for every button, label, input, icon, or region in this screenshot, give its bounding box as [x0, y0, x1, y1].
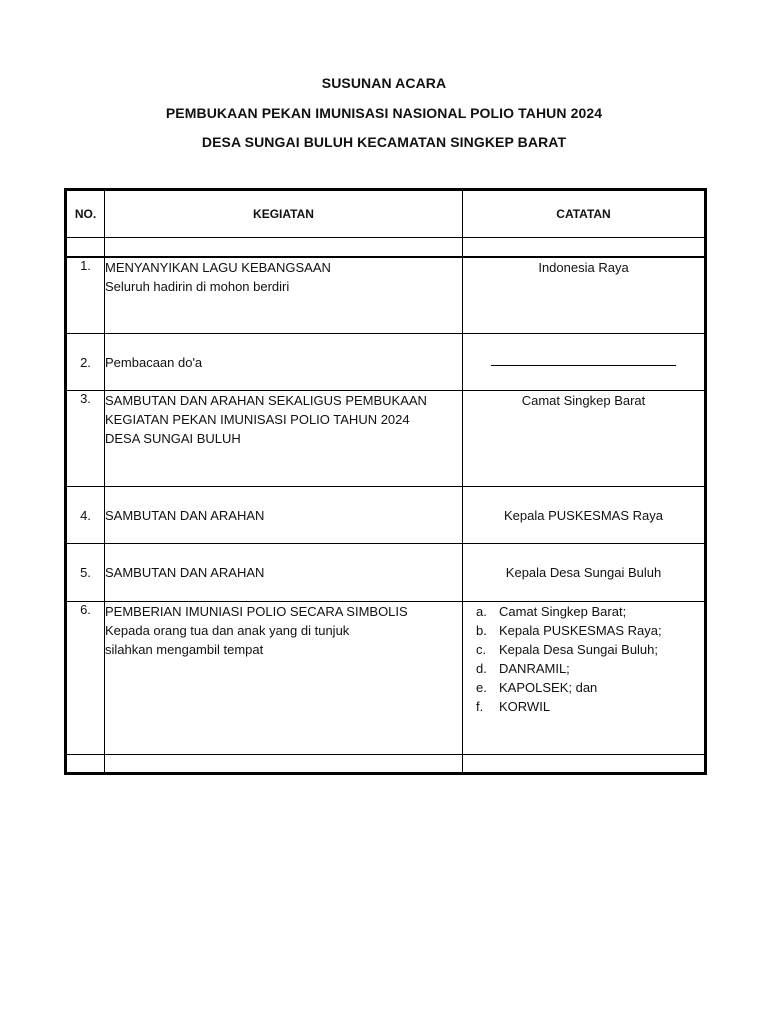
- blank-signature-line: [491, 348, 676, 366]
- note-cell: Camat Singkep Barat: [463, 391, 706, 487]
- event-title: PEMBUKAAN PEKAN IMUNISASI NASIONAL POLIO TAHUN 2024: [165, 105, 603, 121]
- activity-line: SAMBUTAN DAN ARAHAN SEKALIGUS PEMBUKAAN: [105, 393, 427, 409]
- agenda-table: [64, 188, 707, 775]
- empty-row: [66, 754, 706, 773]
- table-row: [66, 544, 706, 601]
- note-cell: [463, 333, 706, 390]
- table-row: [66, 257, 706, 334]
- activity-cell: [105, 257, 463, 334]
- row-number: 4.: [66, 487, 105, 544]
- row-number: 2.: [66, 333, 105, 390]
- list-item: b. Kepala PUSKESMAS Raya;: [476, 622, 662, 638]
- row-number: 3.: [66, 391, 105, 487]
- table-row: [66, 333, 706, 390]
- activity-line: silahkan mengambil tempat: [105, 641, 264, 657]
- activity-line: Kepada orang tua dan anak yang di tunjuk: [105, 622, 350, 638]
- activity-cell: [105, 391, 463, 487]
- recipient-list: [463, 602, 704, 716]
- page-title: SUSUNAN ACARA: [321, 75, 447, 91]
- column-header-kegiatan: KEGIATAN: [105, 190, 463, 238]
- event-location: DESA SUNGAI BULUH KECAMATAN SINGKEP BARAT: [201, 134, 567, 150]
- activity-line: Pembacaan do'a: [105, 354, 203, 370]
- activity-line: SAMBUTAN DAN ARAHAN: [105, 507, 265, 523]
- list-item: d. DANRAMIL;: [476, 660, 570, 676]
- activity-cell: [105, 333, 463, 390]
- row-number: 6.: [66, 601, 105, 754]
- activity-cell: [105, 544, 463, 601]
- activity-line: PEMBERIAN IMUNIASI POLIO SECARA SIMBOLIS: [105, 603, 408, 619]
- activity-line: MENYANYIKAN LAGU KEBANGSAAN: [105, 259, 331, 275]
- row-number: 5.: [66, 544, 105, 601]
- list-item: f. KORWIL: [476, 698, 551, 714]
- table-header-row: [66, 190, 706, 238]
- activity-line: Seluruh hadirin di mohon berdiri: [105, 278, 290, 294]
- table-row: [66, 487, 706, 544]
- note-cell: Kepala PUSKESMAS Raya: [463, 487, 706, 544]
- spacer-row: [66, 238, 706, 257]
- list-item: e. KAPOLSEK; dan: [476, 679, 598, 695]
- note-cell: Indonesia Raya: [463, 257, 706, 334]
- row-number: 1.: [66, 257, 105, 334]
- table-row: [66, 601, 706, 754]
- list-item: c. Kepala Desa Sungai Buluh;: [476, 641, 659, 657]
- activity-cell: [105, 487, 463, 544]
- activity-line: DESA SUNGAI BULUH: [105, 431, 241, 447]
- activity-line: SAMBUTAN DAN ARAHAN: [105, 565, 265, 581]
- column-header-no: NO.: [66, 190, 105, 238]
- activity-line: KEGIATAN PEKAN IMUNISASI POLIO TAHUN 2024: [105, 412, 410, 428]
- list-item: a. Camat Singkep Barat;: [476, 603, 627, 619]
- table-row: [66, 391, 706, 487]
- column-header-catatan: CATATAN: [463, 190, 706, 238]
- note-cell: Kepala Desa Sungai Buluh: [463, 544, 706, 601]
- activity-cell: [105, 601, 463, 754]
- note-cell: [463, 601, 706, 754]
